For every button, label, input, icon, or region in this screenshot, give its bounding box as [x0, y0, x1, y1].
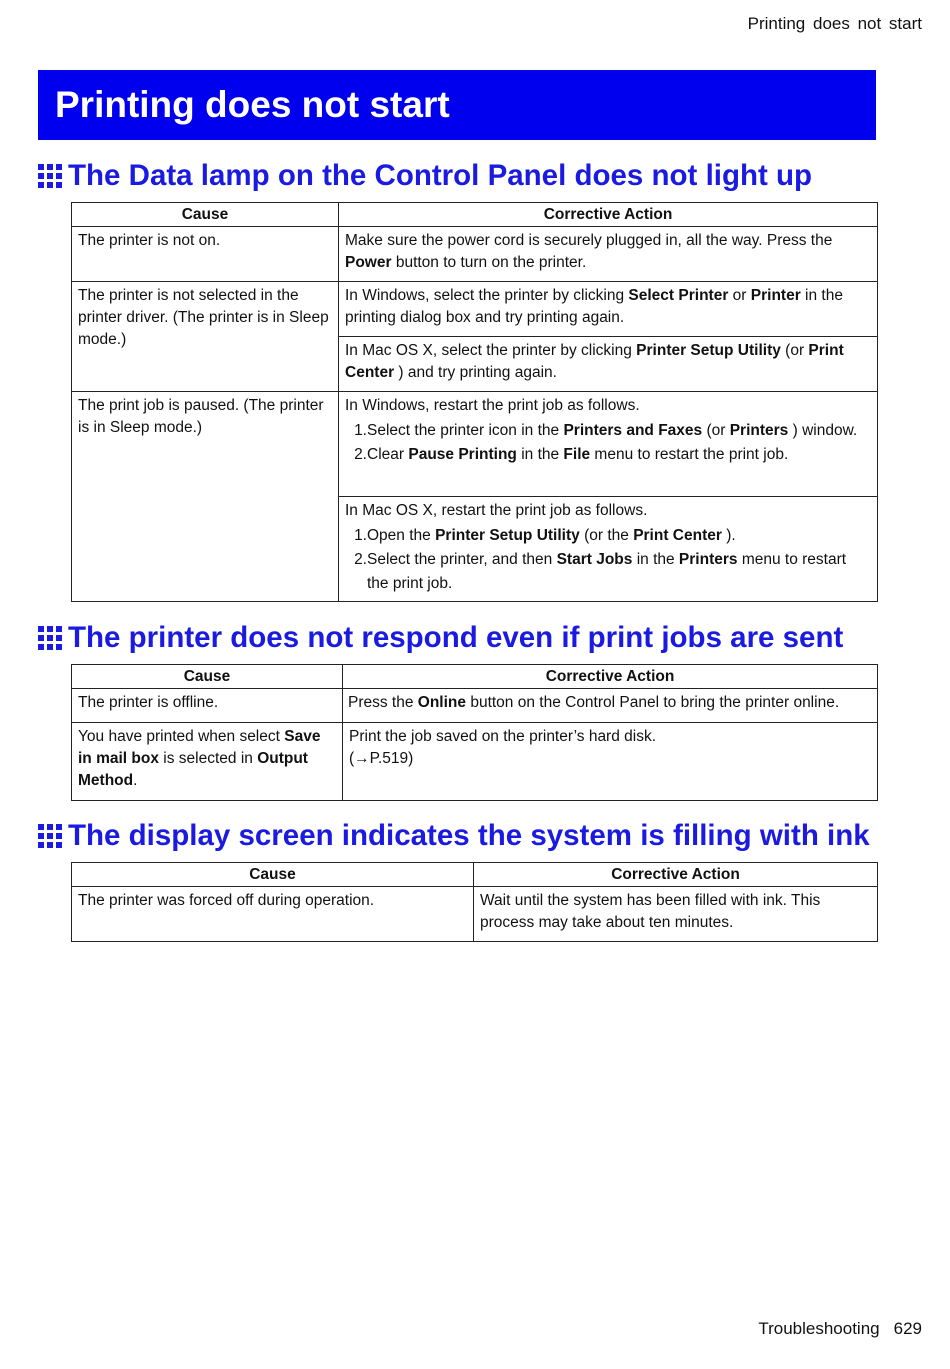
step-number: 1.	[354, 527, 367, 544]
action-cell	[339, 227, 878, 282]
action-text: button to turn on the printer.	[391, 254, 587, 271]
section-heading-text: The printer does not respond even if print jobs are sent	[68, 621, 844, 654]
step-number: 2.	[354, 551, 367, 568]
cause-cell: You have printed when select Save in mail box is selected in Output Method.	[72, 723, 343, 801]
action-cell	[343, 723, 878, 801]
steps-intro: In Mac OS X, restart the print job as follows.	[345, 502, 648, 519]
action-cell-mac	[339, 337, 878, 392]
table-data-lamp	[71, 202, 878, 602]
table-row	[72, 723, 878, 801]
action-cell-mac	[339, 497, 878, 602]
table-no-response	[71, 664, 878, 801]
cause-cell: The print job is paused. (The printer is in Sleep mode.)	[72, 392, 339, 602]
step-text: Select the printer icon in the Printers and Faxes (or Printers ) window.	[367, 422, 858, 439]
action-cell: Wait until the system has been filled with ink. This process may take about ten minutes.	[474, 887, 878, 942]
cause-cell: The printer was forced off during operation.	[72, 887, 474, 942]
steps-list	[345, 524, 871, 596]
column-header-action: Corrective Action	[339, 203, 878, 227]
grid-icon	[38, 824, 62, 848]
printer-term: Printer	[750, 287, 801, 304]
step-number: 2.	[354, 446, 367, 463]
step-text: Clear Pause Printing in the File menu to restart the print job.	[367, 446, 789, 463]
step-item	[345, 548, 871, 596]
action-text: or	[728, 287, 751, 304]
page-reference-link[interactable]: (→P.519)	[349, 750, 414, 767]
table-header-row	[72, 203, 878, 227]
section-heading-no-response	[38, 620, 843, 656]
column-header-cause: Cause	[72, 203, 339, 227]
action-text: In Windows, select the printer by clicking	[345, 287, 629, 304]
table-header-row	[72, 863, 878, 887]
table-row	[72, 689, 878, 723]
output-method-term: Output Method	[78, 750, 308, 789]
cause-cell: The printer is offline.	[72, 689, 343, 723]
save-in-mail-box-term: Save in mail box	[78, 728, 321, 767]
power-button-term: Power	[345, 254, 392, 271]
steps-intro: In Windows, restart the print job as follows.	[345, 397, 640, 414]
online-button-term: Online	[417, 694, 467, 711]
printer-setup-utility-term: Printer Setup Utility	[636, 342, 781, 359]
cause-cell: The printer is not selected in the printer driver. (The printer is in Sleep mode.)	[72, 282, 339, 392]
select-printer-term: Select Printer	[628, 287, 729, 304]
column-header-action: Corrective Action	[343, 665, 878, 689]
running-head: Printing does not start	[747, 14, 922, 33]
column-header-action: Corrective Action	[474, 863, 878, 887]
page-number: 629	[893, 1319, 922, 1338]
print-center-term: Print Center	[345, 342, 844, 381]
table-row	[72, 282, 878, 337]
column-header-cause: Cause	[72, 863, 474, 887]
table-row	[72, 887, 878, 942]
step-item	[345, 443, 871, 467]
page-title-banner: Printing does not start	[38, 70, 876, 140]
step-text: Open the Printer Setup Utility (or the Print Center ).	[367, 527, 736, 544]
action-text: Print the job saved on the printer’s hard disk.	[349, 728, 657, 745]
action-text: In Mac OS X, select the printer by clicking	[345, 342, 637, 359]
table-row	[72, 392, 878, 497]
section-heading-text: The display screen indicates the system is filling with ink	[68, 819, 870, 852]
step-item	[345, 419, 871, 443]
grid-icon	[38, 164, 62, 188]
table-filling-ink	[71, 862, 878, 942]
steps-list	[345, 419, 871, 467]
action-text: ) and try printing again.	[394, 364, 557, 381]
step-number: 1.	[354, 422, 367, 439]
section-heading-data-lamp	[38, 158, 812, 194]
section-heading-text: The Data lamp on the Control Panel does not light up	[68, 159, 813, 192]
table-header-row	[72, 665, 878, 689]
action-cell-windows	[339, 392, 878, 497]
action-text: Make sure the power cord is securely plugged in, all the way. Press the	[345, 232, 833, 249]
step-item	[345, 524, 871, 548]
action-cell: Press the Online button on the Control Panel to bring the printer online.	[343, 689, 878, 723]
table-row	[72, 227, 878, 282]
action-text: (or	[780, 342, 809, 359]
action-cell-windows	[339, 282, 878, 337]
action-text: in the printing dialog box and try printing again.	[345, 287, 843, 326]
grid-icon	[38, 626, 62, 650]
section-heading-filling-ink	[38, 818, 870, 854]
step-text: Select the printer, and then Start Jobs in the Printers menu to restart the print job.	[367, 551, 847, 592]
page-footer	[758, 1319, 922, 1339]
column-header-cause: Cause	[72, 665, 343, 689]
cause-cell: The printer is not on.	[72, 227, 339, 282]
footer-section-name: Troubleshooting	[758, 1319, 880, 1338]
